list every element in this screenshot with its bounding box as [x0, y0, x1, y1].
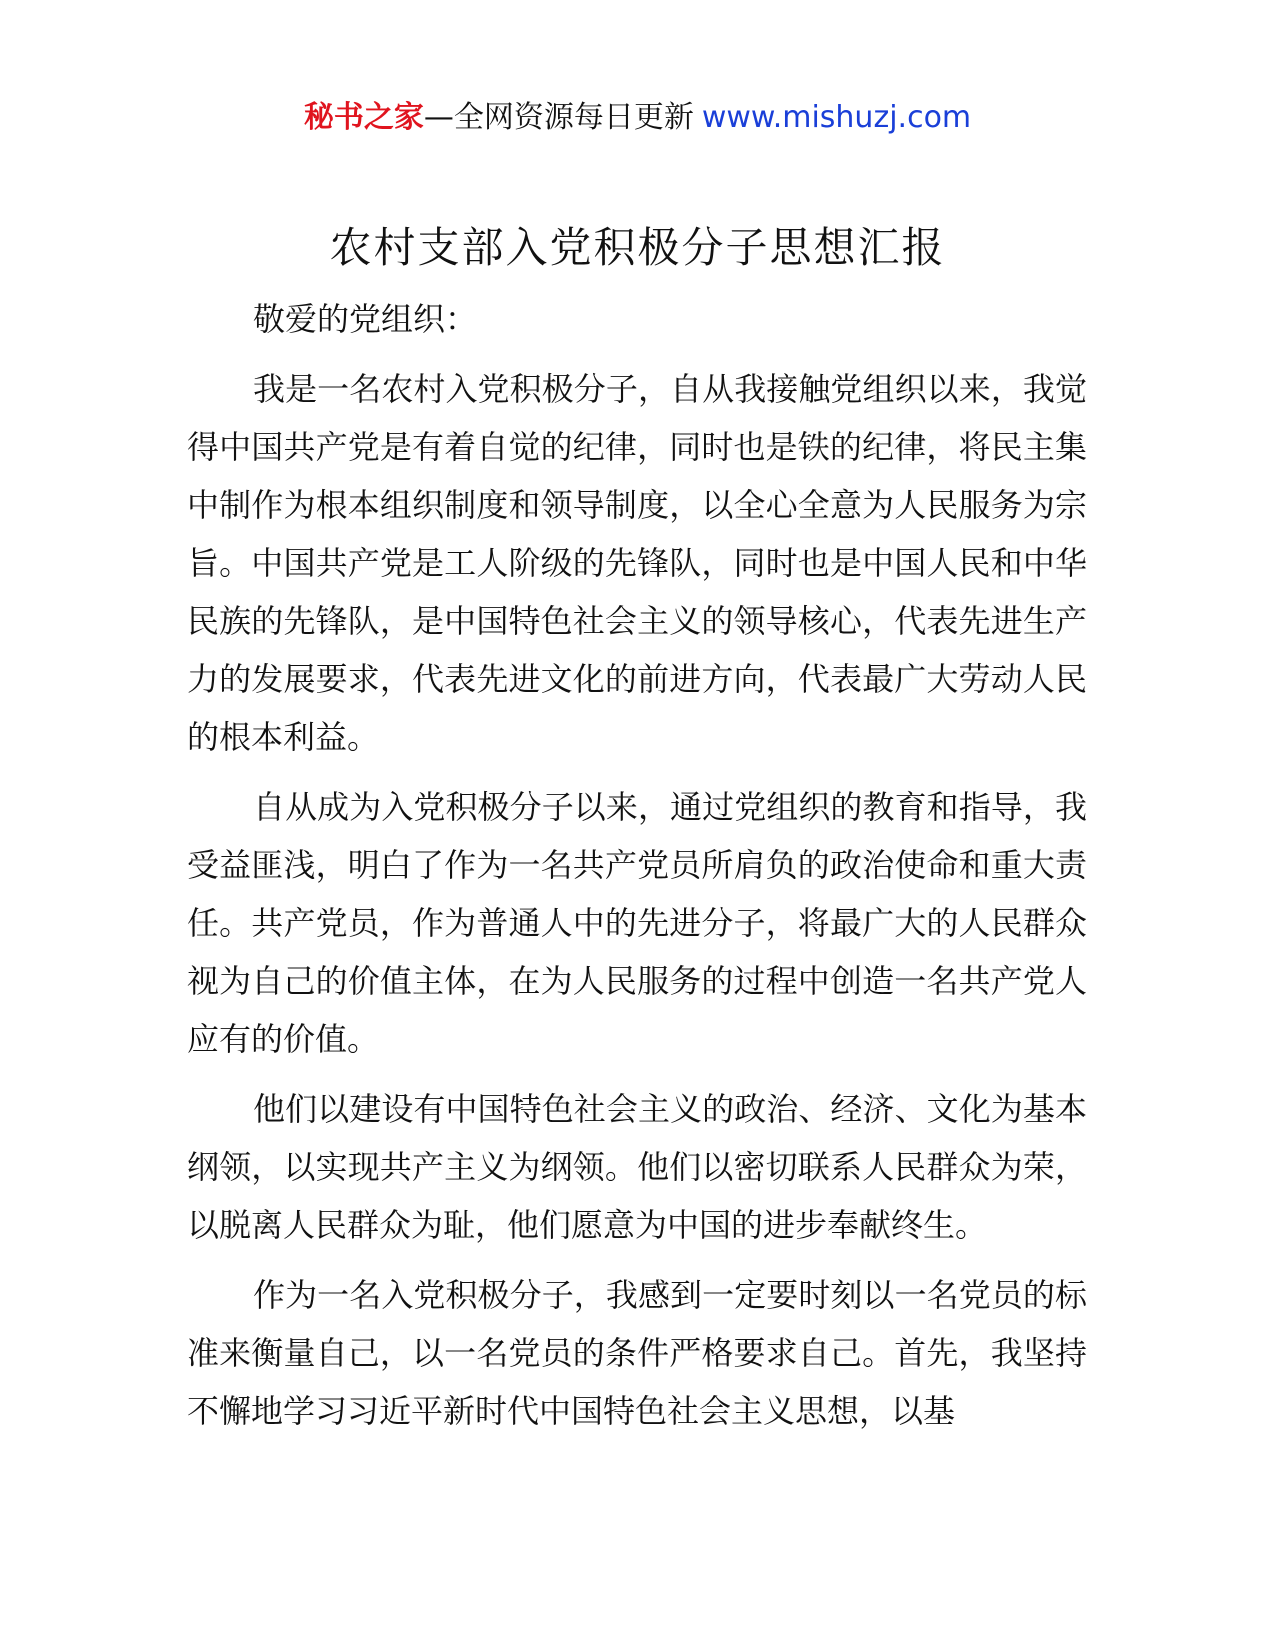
brand-name: 秘书之家 [303, 100, 424, 135]
header-tagline: 全网资源每日更新 [453, 100, 694, 135]
paragraph: 作为一名入党积极分子，我感到一定要时刻以一名党员的标准来衡量自己，以一名党员的条件严格要求自己。首先，我坚持不懈地学习习近平新时代中国特色社会主义思想，以基 [187, 1276, 1087, 1430]
paragraph: 我是一名农村入党积极分子，自从我接触党组织以来，我觉得中国共产党是有着自觉的纪律，同时也是铁的纪律，将民主集中制作为根本组织制度和领导制度，以全心全意为人民服务为宗旨。中国共产党是工人阶级的先锋队，同时也是中国人民和中华民族的先锋队，是中国特色社会主义的领导核心，代表先进生产力的发展要求，代表先进文化的前进方向，代表最广大劳动人民的根本利益。 [187, 370, 1087, 756]
header-dash: — [423, 100, 454, 135]
salutation: 敬爱的党组织： [253, 300, 478, 338]
paragraph: 自从成为入党积极分子以来，通过党组织的教育和指导，我受益匪浅，明白了作为一名共产党员所肩负的政治使命和重大责任。共产党员，作为普通人中的先进分子，将最广大的人民群众视为自己的价值主体，在为人民服务的过程中创造一名共产党人应有的价值。 [187, 788, 1087, 1058]
document-title: 农村支部入党积极分子思想汇报 [329, 223, 946, 272]
paragraph: 他们以建设有中国特色社会主义的政治、经济、文化为基本纲领，以实现共产主义为纲领。他们以密切联系人民群众为荣，以脱离人民群众为耻，他们愿意为中国的进步奉献终生。 [187, 1090, 1087, 1244]
document-body [187, 290, 1087, 1452]
page-header [0, 98, 1275, 138]
site-url-link[interactable]: www.mishuzj.com [701, 100, 972, 135]
